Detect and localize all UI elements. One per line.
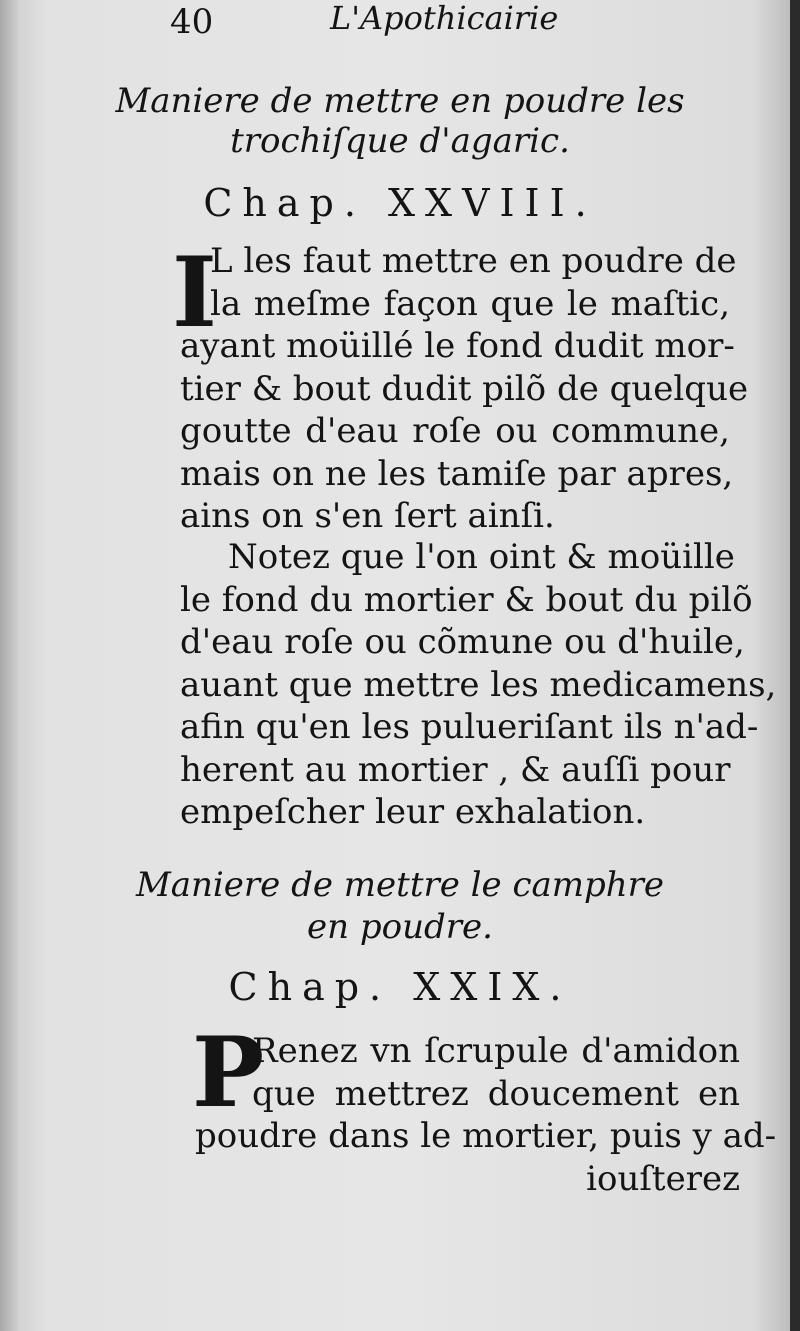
section-title-line-2: en poudre. [307,907,493,947]
paragraph-2 [180,536,777,834]
chapter-heading: Chap. XXVIII. [203,181,597,225]
text-line: goutte d'eau roſe ou commune, [180,411,730,451]
drop-capital: P [192,1016,265,1129]
text-line: tier & bout dudit pilõ de quelque [180,368,749,409]
section-title-line-2: trochiſque d'agaric. [230,121,570,161]
text-line: d'eau roſe ou cõmune ou d'huile, [180,622,745,662]
running-title: L'Apothicairie [330,0,559,37]
text-line: afin qu'en les pulueriſant ils n'ad- [180,707,759,747]
drop-capital: I [172,236,217,349]
text-line: Renez vn ſcrupule d'amidon [252,1031,740,1071]
running-head [170,0,590,42]
text-line: empeſcher leur exhalation. [180,792,646,832]
paragraph-1 [180,325,749,538]
text-line: auant que mettre les medicamens, [180,664,777,705]
text-line: que mettrez doucement en [252,1073,740,1114]
text-line: ains on s'en ſert ainſi. [180,496,555,536]
text-line: poudre dans le mortier, puis y ad- [195,1116,777,1156]
text-line: ayant moüillé le fond dudit mor- [180,326,735,366]
text-line: herent au mortier , & auſſi pour [180,749,731,790]
paragraph-lines-1-2 [210,240,737,325]
text-line: mais on ne les tamiſe par apres, [180,453,734,494]
paragraph-lines-1-2 [252,1030,740,1115]
text-line: le fond du mortier & bout du pilõ [180,579,753,620]
text-line: Notez que l'on oint & moüille [228,537,735,577]
text-line: la meſme façon que le maſtic, [210,283,730,324]
catchword: iouſterez [586,1158,740,1199]
section-title-line-1: Maniere de mettre le camphre [135,865,665,905]
text-line: L les faut mettre en poudre de [210,241,737,281]
paragraph-3 [195,1115,777,1200]
page-number: 40 [170,2,214,42]
section-title-line-1: Maniere de mettre en poudre les [115,81,685,121]
chapter-heading: Chap. XXIX. [228,965,572,1009]
